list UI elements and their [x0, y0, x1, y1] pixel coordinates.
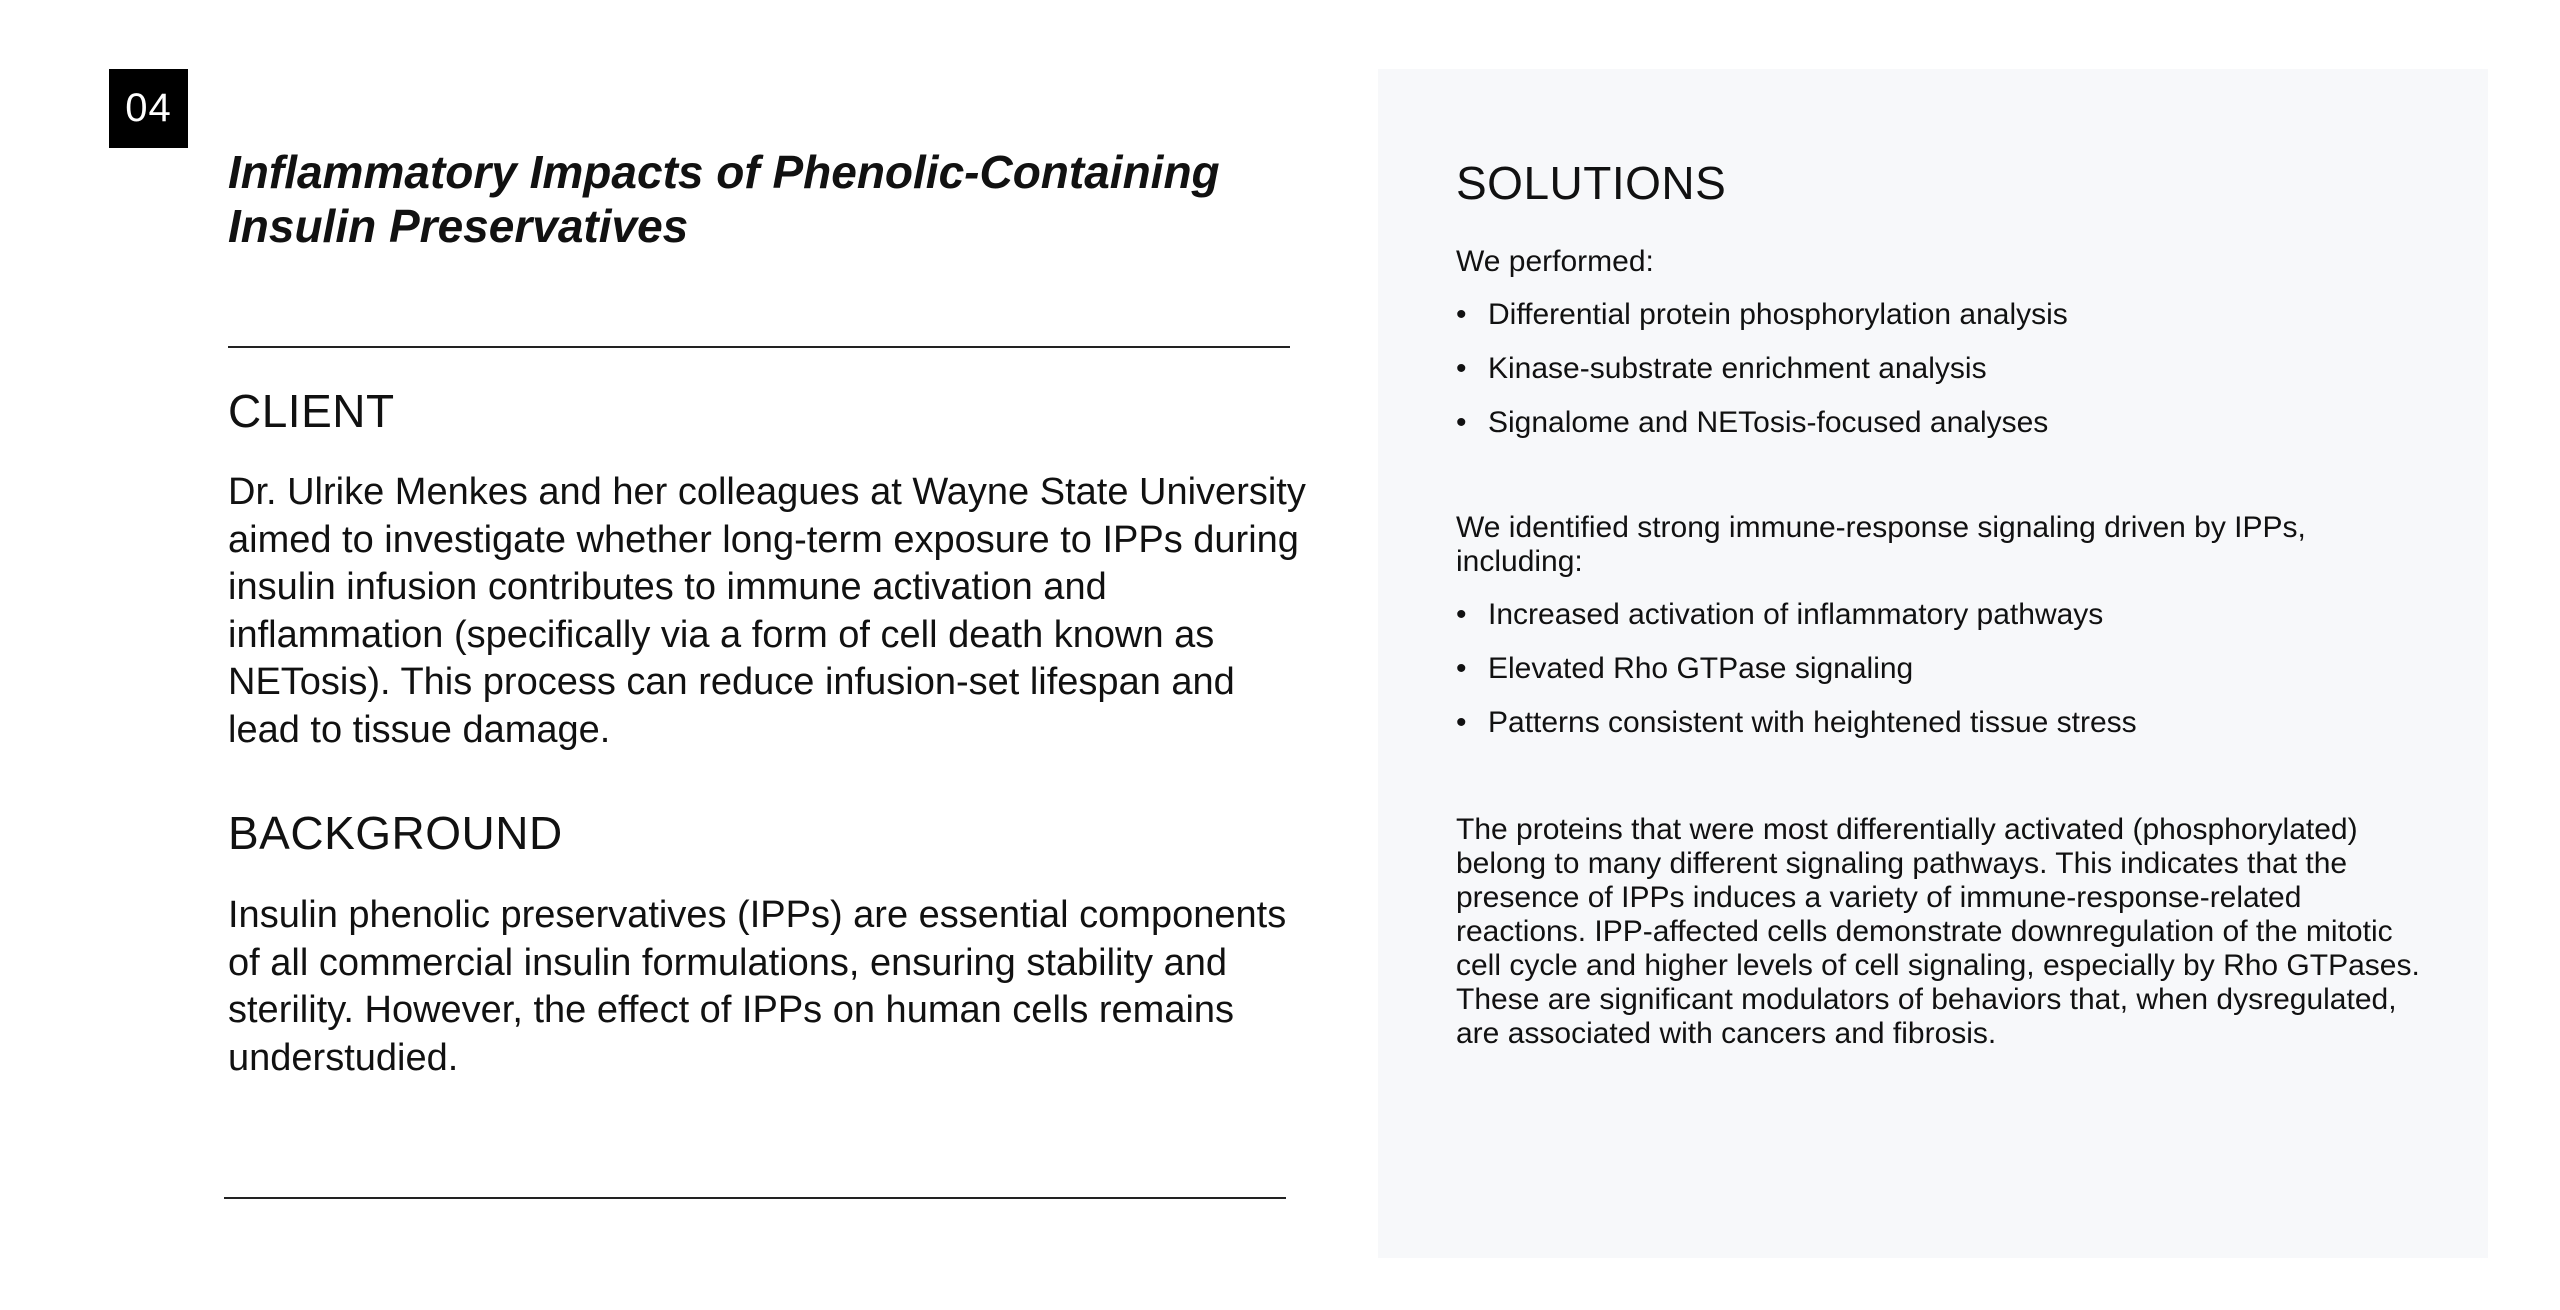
list-item-text: Signalome and NETosis-focused analyses — [1488, 406, 2049, 439]
solutions-intro-performed: We performed: — [1456, 245, 1654, 278]
list-item — [1456, 706, 2436, 740]
solutions-intro-identified: We identified strong immune-response signaling driven by IPPs, including: — [1456, 511, 2306, 578]
client-heading: CLIENT — [228, 385, 395, 437]
list-item-text: Patterns consistent with heightened tissue stress — [1488, 706, 2137, 739]
performed-list — [1456, 298, 2436, 460]
background-text: Insulin phenolic preservatives (IPPs) are essential components of all commercial insulin formulations, ensuring stability and sterility. However, the effect of IPPs on human cells remains understudied. — [228, 894, 1287, 1079]
list-item — [1456, 352, 2436, 386]
client-text: Dr. Ulrike Menkes and her colleagues at Wayne State University aimed to investigate whether long-term exposure to IPPs during insulin infusion contributes to immune activation and inflammation (specifically via a form of cell death known as NETosis). This process can reduce infusion-set lifespan and lead to tissue damage. — [228, 471, 1306, 751]
bullet-icon: • — [1456, 298, 1467, 331]
bullet-icon: • — [1456, 652, 1467, 685]
page-title: Inflammatory Impacts of Phenolic-Containing Insulin Preservatives — [228, 146, 1220, 252]
bullet-icon: • — [1456, 352, 1467, 385]
divider-bottom — [224, 1197, 1286, 1199]
list-item — [1456, 598, 2436, 632]
solutions-summary-paragraph: The proteins that were most differentially activated (phosphorylated) belong to many different signaling pathways. This indicates that the presence of IPPs induces a variety of immune-response-related reactions. IPP-affected cells demonstrate downregulation of the mitotic cell cycle and higher levels of cell signaling, especially by Rho GTPases. These are significant modulators of behaviors that, when dysregulated, are associated with cancers and fibrosis. — [1456, 813, 2420, 1050]
bullet-icon: • — [1456, 706, 1467, 739]
list-item-text: Kinase-substrate enrichment analysis — [1488, 352, 1987, 385]
page-number-badge: 04 — [109, 69, 188, 148]
list-item — [1456, 406, 2436, 440]
divider-top — [228, 346, 1290, 348]
list-item-text: Increased activation of inflammatory pathways — [1488, 598, 2104, 631]
solutions-panel — [1378, 69, 2488, 1258]
list-item-text: Differential protein phosphorylation analysis — [1488, 298, 2068, 331]
list-item — [1456, 652, 2436, 686]
solutions-heading: SOLUTIONS — [1456, 157, 1727, 209]
bullet-icon: • — [1456, 598, 1467, 631]
list-item — [1456, 298, 2436, 332]
list-item-text: Elevated Rho GTPase signaling — [1488, 652, 1914, 685]
bullet-icon: • — [1456, 406, 1467, 439]
identified-list — [1456, 598, 2436, 760]
background-heading: BACKGROUND — [228, 807, 563, 859]
